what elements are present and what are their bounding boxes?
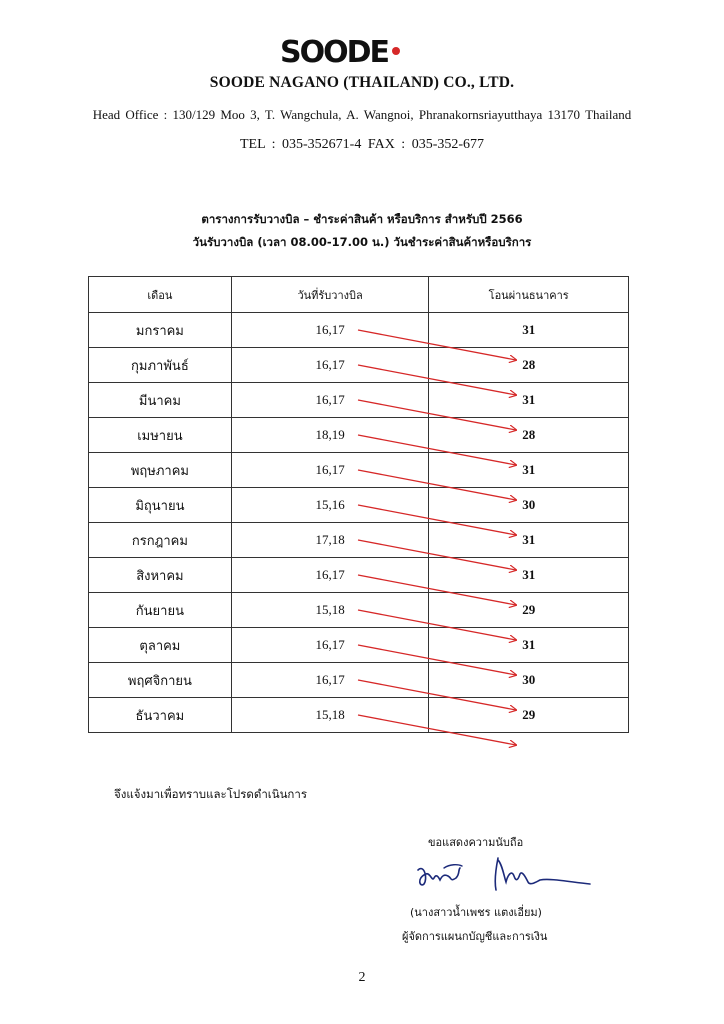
handwritten-signature bbox=[400, 848, 600, 898]
table-row bbox=[89, 488, 629, 523]
payment-date-cell: 31 bbox=[429, 453, 629, 488]
month-cell: พฤษภาคม bbox=[89, 453, 232, 488]
billing-date-cell: 15,18 bbox=[231, 593, 429, 628]
payment-date-cell: 28 bbox=[429, 348, 629, 383]
table-row bbox=[89, 453, 629, 488]
payment-date-cell: 30 bbox=[429, 488, 629, 523]
billing-date-cell: 16,17 bbox=[231, 628, 429, 663]
company-name: SOODE NAGANO (THAILAND) CO., LTD. bbox=[209, 74, 515, 91]
billing-date-cell: 16,17 bbox=[231, 383, 429, 418]
payment-date-cell: 29 bbox=[429, 593, 629, 628]
billing-date-cell: 18,19 bbox=[231, 418, 429, 453]
billing-date-cell: 16,17 bbox=[231, 453, 429, 488]
table-header-row bbox=[89, 277, 629, 313]
month-cell: ธันวาคม bbox=[89, 698, 232, 733]
schedule-title: ตารางการรับวางบิล – ชำระค่าสินค้า หรือบริการ สำหรับปี 2566 bbox=[201, 212, 523, 226]
table-row bbox=[89, 418, 629, 453]
month-cell: มกราคม bbox=[89, 313, 232, 348]
company-contact: TEL : 035-352671-4 FAX : 035-352-677 bbox=[239, 137, 485, 152]
billing-date-cell: 16,17 bbox=[231, 663, 429, 698]
header-bank-transfer: โอนผ่านธนาคาร bbox=[429, 277, 629, 313]
table-row bbox=[89, 348, 629, 383]
month-cell: พฤศจิกายน bbox=[89, 663, 232, 698]
table-row bbox=[89, 698, 629, 733]
billing-date-cell: 15,18 bbox=[231, 698, 429, 733]
payment-date-cell: 31 bbox=[429, 558, 629, 593]
table-row bbox=[89, 663, 629, 698]
table-row bbox=[89, 523, 629, 558]
payment-date-cell: 29 bbox=[429, 698, 629, 733]
payment-date-cell: 31 bbox=[429, 628, 629, 663]
page-number: 2 bbox=[358, 970, 366, 985]
payment-date-cell: 28 bbox=[429, 418, 629, 453]
month-cell: กรกฎาคม bbox=[89, 523, 232, 558]
payment-date-cell: 31 bbox=[429, 383, 629, 418]
billing-date-cell: 15,16 bbox=[231, 488, 429, 523]
billing-date-cell: 16,17 bbox=[231, 313, 429, 348]
closing-note: จึงแจ้งมาเพื่อทราบและโปรดดำเนินการ bbox=[114, 787, 308, 801]
company-address: Head Office : 130/129 Moo 3, T. Wangchula, A. Wangnoi, Phranakornsriayutthaya 13170 Thailand bbox=[92, 107, 632, 122]
signatory-title: ผู้จัดการแผนกบัญชีและการเงิน bbox=[402, 930, 548, 943]
payment-date-cell: 30 bbox=[429, 663, 629, 698]
signatory-name: (นางสาวน้ำเพชร แตงเอี่ยม) bbox=[410, 906, 542, 919]
logo-red-dot bbox=[392, 47, 400, 55]
billing-date-cell: 16,17 bbox=[231, 558, 429, 593]
month-cell: สิงหาคม bbox=[89, 558, 232, 593]
header-month: เดือน bbox=[89, 277, 232, 313]
month-cell: กุมภาพันธ์ bbox=[89, 348, 232, 383]
svg-text:SOODE: SOODE bbox=[280, 36, 389, 66]
table-row bbox=[89, 628, 629, 663]
month-cell: เมษายน bbox=[89, 418, 232, 453]
payment-date-cell: 31 bbox=[429, 313, 629, 348]
company-logo bbox=[280, 36, 406, 66]
billing-schedule-table bbox=[88, 276, 629, 733]
month-cell: กันยายน bbox=[89, 593, 232, 628]
month-cell: ตุลาคม bbox=[89, 628, 232, 663]
billing-date-cell: 16,17 bbox=[231, 348, 429, 383]
table-row bbox=[89, 558, 629, 593]
billing-date-cell: 17,18 bbox=[231, 523, 429, 558]
payment-date-cell: 31 bbox=[429, 523, 629, 558]
table-row bbox=[89, 313, 629, 348]
signature-closing: ขอแสดงความนับถือ bbox=[428, 836, 524, 849]
table-row bbox=[89, 593, 629, 628]
schedule-subtitle: วันรับวางบิล (เวลา 08.00-17.00 น.) วันชำระค่าสินค้าหรือบริการ bbox=[192, 235, 532, 249]
table-row bbox=[89, 383, 629, 418]
month-cell: มีนาคม bbox=[89, 383, 232, 418]
month-cell: มิถุนายน bbox=[89, 488, 232, 523]
header-billing-date: วันที่รับวางบิล bbox=[231, 277, 429, 313]
